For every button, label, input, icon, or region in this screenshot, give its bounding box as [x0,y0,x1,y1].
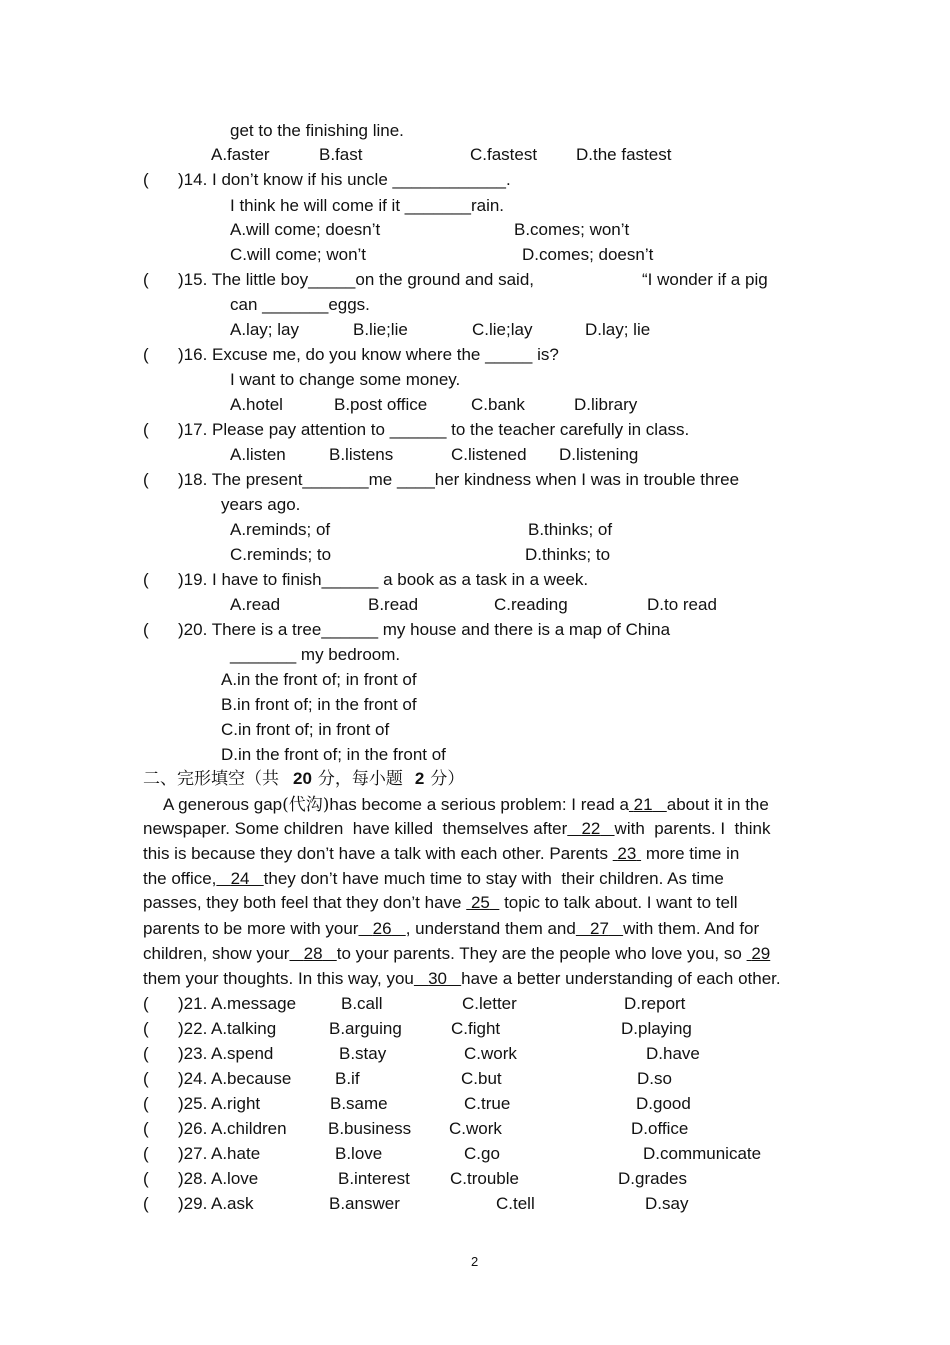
blank-number: 26 [372,919,392,938]
cloze-27-option-b: B.love [335,1144,383,1163]
passage-text: this is because they don’t have a talk with each other. Parents [143,844,608,863]
passage-text: parents to be more with your [143,919,359,938]
q15-quote: “I wonder if a pig [642,270,768,289]
q13-option-c: C.fastest [470,145,538,164]
blank-number: 27 [590,919,609,938]
q17-option-c: C.listened [451,445,527,464]
cloze-23-option-a: A.spend [211,1044,274,1063]
q17-option-b: B.listens [329,445,394,464]
cloze-28-option-d: D.grades [618,1169,687,1188]
answer-paren: ( [143,345,149,364]
blank-number: 28 [303,944,323,963]
passage-text: children, show your [143,944,290,963]
q20-stem2: _______ my bedroom. [230,645,401,664]
cloze-26-option-b: B.business [328,1119,412,1138]
passage-text: more time in [645,844,740,863]
passage-line-8 [143,969,781,989]
blank-number: 29 [751,944,771,963]
cloze-26-option-a: A.children [211,1119,287,1138]
blank-number: 24 [230,869,250,888]
passage-text: passes, they both feel that they don’t have [143,893,462,912]
passage-text: about it in the [666,795,769,814]
q18-option-d: D.thinks; to [525,545,611,564]
passage-text: topic to talk about. I want to tell [504,893,738,912]
q20-option-a: A.in the front of; in front of [221,670,417,689]
q14-option-a: A.will come; doesn’t [230,220,381,239]
cloze-29-option-b: B.answer [329,1194,400,1213]
passage-text: to your parents. They are the people who love you, so [336,944,742,963]
blank-number: 30 [428,969,447,988]
passage-line-7 [143,944,770,964]
q13-option-d: D.the fastest [576,145,672,164]
passage-text: they don’t have much time to stay with their children. As time [263,869,724,888]
blank-26 [358,919,405,938]
cloze-26-option-c: C.work [449,1119,502,1138]
q17-option-d: D.listening [559,445,639,464]
cloze-27-option-d: D.communicate [643,1144,762,1163]
cloze-28-num: )28. [178,1169,208,1188]
q15-stem: )15. The little boy_____on the ground and said, [178,270,535,289]
q13-option-b: B.fast [319,145,363,164]
q15-option-a: A.lay; lay [230,320,299,339]
cloze-29-option-c: C.tell [496,1194,535,1213]
cloze-26-num: )26. [178,1119,208,1138]
q19-stem: )19. I have to finish______ a book as a task in a week. [178,570,589,589]
cloze-29-option-d: D.say [645,1194,689,1213]
cloze-29-num: )29. [178,1194,208,1213]
blank-22 [567,819,614,838]
q16-option-d: D.library [574,395,638,414]
passage-text: with parents. I think [614,819,771,838]
passage-text: them your thoughts. In this way, you [143,969,414,988]
cloze-21-option-b: B.call [341,994,383,1013]
section-heading-text: 二、完形填空（共 [143,769,279,789]
passage-text: , understand them and [405,919,576,938]
cloze-21-option-a: A.message [211,994,297,1013]
cloze-22-num: )22. [178,1019,208,1038]
blank-29 [747,944,771,963]
q20-stem: )20. There is a tree______ my house and there is a map of China [178,620,671,639]
passage-line-6 [143,919,759,939]
q16-option-c: C.bank [471,395,525,414]
blank-30 [414,969,461,988]
q18-option-b: B.thinks; of [528,520,613,539]
passage-text: (代沟) [282,795,330,815]
q15-option-d: D.lay; lie [585,320,651,339]
passage-text: with them. And for [623,919,760,938]
answer-paren: ( [143,1019,149,1038]
cloze-21-num: )21. [178,994,208,1013]
q15-stem2: can _______eggs. [230,295,370,314]
blank-27 [576,919,623,938]
blank-21 [629,795,667,814]
cloze-25-option-c: C.true [464,1094,511,1113]
passage-line-4 [143,869,724,889]
q14-option-b: B.comes; won’t [514,220,630,239]
cloze-22-option-c: C.fight [451,1019,501,1038]
cloze-22-option-a: A.talking [211,1019,277,1038]
passage-text: have a better understanding of each other. [461,969,781,988]
cloze-26-option-d: D.office [631,1119,689,1138]
cloze-29-option-a: A.ask [211,1194,254,1213]
answer-paren: ( [143,570,149,589]
cloze-23-option-c: C.work [464,1044,517,1063]
answer-paren: ( [143,270,149,289]
q20-option-c: C.in front of; in front of [221,720,390,739]
q19-option-b: B.read [368,595,419,614]
cloze-21-option-c: C.letter [462,994,517,1013]
cloze-24-option-a: A.because [211,1069,292,1088]
cloze-24-option-c: C.but [461,1069,502,1088]
q19-option-a: A.read [230,595,281,614]
answer-paren: ( [143,470,149,489]
blank-25 [466,893,499,912]
blank-number: 25 [470,893,490,912]
passage-line-5 [143,893,738,913]
q18-stem: )18. The present_______me ____her kindness when I was in trouble three [178,470,740,489]
section-heading-text: 分，每小题 [317,769,403,789]
q16-option-b: B.post office [334,395,428,414]
q17-stem: )17. Please pay attention to ______ to the teacher carefully in class. [178,420,690,439]
cloze-24-num: )24. [178,1069,208,1088]
answer-paren: ( [143,1094,149,1113]
q14-option-c: C.will come; won’t [230,245,367,264]
q13-tail: get to the finishing line. [230,121,404,140]
passage-line-3 [143,844,739,864]
passage-text: A generous gap [163,795,283,814]
q14-stem2: I think he will come if it _______rain. [230,196,505,215]
cloze-21-option-d: D.report [624,994,686,1013]
cloze-28-option-b: B.interest [338,1169,410,1188]
blank-number: 23 [617,844,637,863]
cloze-23-option-b: B.stay [339,1044,387,1063]
passage-text: newspaper. Some children have killed themselves after [143,819,568,838]
q19-option-c: C.reading [494,595,568,614]
passage-line-1 [163,795,769,815]
q18-option-a: A.reminds; of [230,520,331,539]
q18-stem2: years ago. [221,495,301,514]
q15-option-b: B.lie;lie [353,320,408,339]
q14-stem: )14. I don’t know if his uncle ____________. [178,170,511,189]
passage-text: the office, [143,869,217,888]
section-heading-text: 分） [430,769,465,789]
q16-stem: )16. Excuse me, do you know where the _____ is? [178,345,559,364]
cloze-27-option-c: C.go [464,1144,500,1163]
cloze-25-num: )25. [178,1094,208,1113]
q13-option-a: A.faster [211,145,270,164]
q14-option-d: D.comes; doesn’t [522,245,654,264]
q20-option-d: D.in the front of; in the front of [221,745,446,764]
cloze-23-option-d: D.have [646,1044,700,1063]
answer-paren: ( [143,1069,149,1088]
blank-28 [289,944,336,963]
page-number: 2 [471,1254,479,1269]
cloze-28-option-a: A.love [211,1169,259,1188]
q16-option-a: A.hotel [230,395,283,414]
answer-paren: ( [143,1119,149,1138]
q16-stem2: I want to change some money. [230,370,461,389]
answer-paren: ( [143,170,149,189]
answer-paren: ( [143,994,149,1013]
section-points: 20 [293,769,312,788]
blank-number: 22 [581,819,601,838]
cloze-23-num: )23. [178,1044,208,1063]
passage-text: has become a serious problem: I read a [329,795,629,814]
cloze-27-option-a: A.hate [211,1144,261,1163]
blank-23 [613,844,641,863]
answer-paren: ( [143,1194,149,1213]
q15-option-c: C.lie;lay [472,320,533,339]
q18-option-c: C.reminds; to [230,545,332,564]
answer-paren: ( [143,1144,149,1163]
cloze-22-option-d: D.playing [621,1019,692,1038]
q17-option-a: A.listen [230,445,286,464]
cloze-22-option-b: B.arguing [329,1019,402,1038]
passage-line-2 [143,819,770,839]
cloze-27-num: )27. [178,1144,208,1163]
blank-number: 21 [633,795,653,814]
answer-paren: ( [143,1044,149,1063]
cloze-25-option-b: B.same [330,1094,388,1113]
q19-option-d: D.to read [647,595,717,614]
answer-paren: ( [143,620,149,639]
answer-paren: ( [143,420,149,439]
q20-option-b: B.in front of; in the front of [221,695,417,714]
section-heading [143,769,464,789]
cloze-24-option-b: B.if [335,1069,360,1088]
answer-paren: ( [143,1169,149,1188]
cloze-25-option-d: D.good [636,1094,691,1113]
section-points-each: 2 [414,769,425,788]
cloze-25-option-a: A.right [211,1094,261,1113]
cloze-28-option-c: C.trouble [450,1169,519,1188]
cloze-24-option-d: D.so [637,1069,672,1088]
blank-24 [216,869,263,888]
